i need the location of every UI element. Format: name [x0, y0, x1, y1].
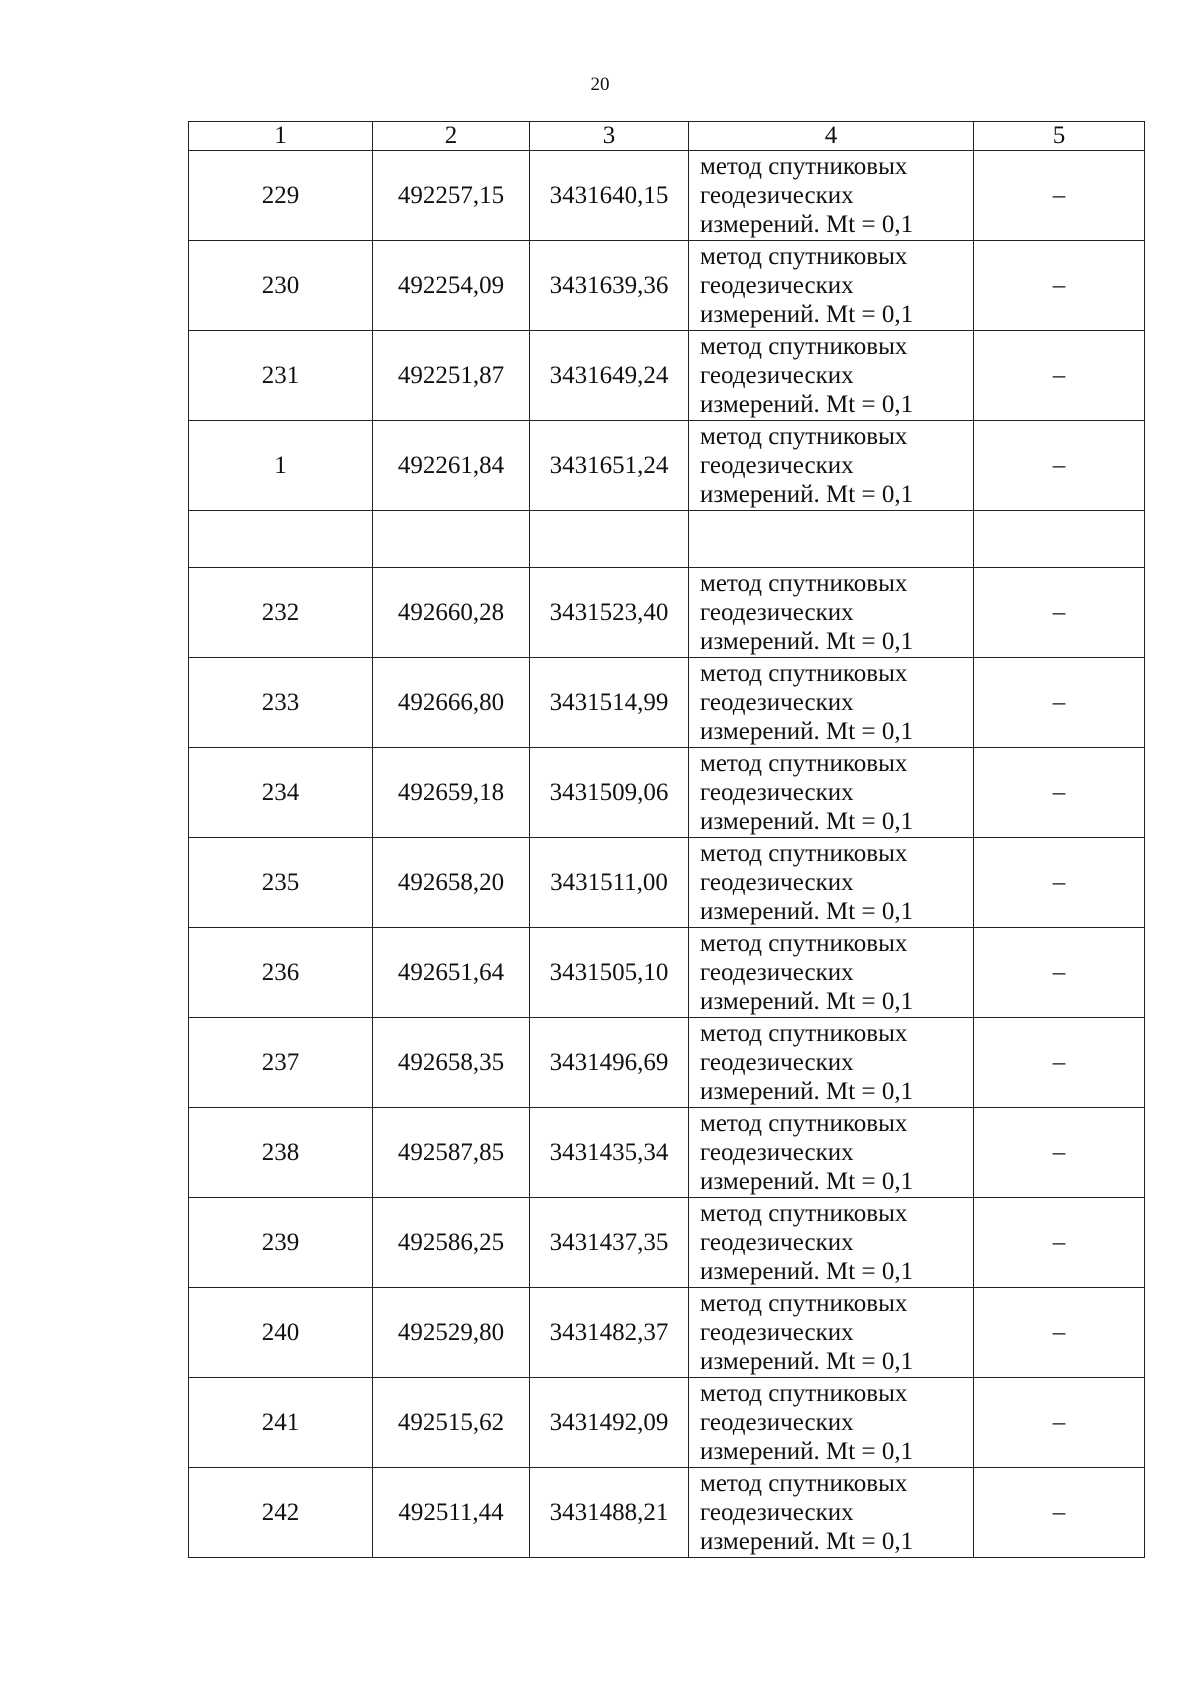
method-cell: метод спутниковых геодезических измерений. Mt = 0,1: [689, 748, 974, 838]
x-coordinate-cell: 492586,25: [373, 1198, 530, 1288]
x-coordinate-cell: 492658,35: [373, 1018, 530, 1108]
point-cell: [189, 511, 373, 568]
table-row: [189, 928, 1145, 1018]
point-cell: 231: [189, 331, 373, 421]
point-cell: 229: [189, 151, 373, 241]
note-cell: –: [974, 1468, 1145, 1558]
column-header: 2: [373, 122, 530, 151]
x-coordinate-cell: 492659,18: [373, 748, 530, 838]
y-coordinate-cell: 3431435,34: [530, 1108, 689, 1198]
method-cell: метод спутниковых геодезических измерений. Mt = 0,1: [689, 151, 974, 241]
y-coordinate-cell: 3431639,36: [530, 241, 689, 331]
method-cell: метод спутниковых геодезических измерений. Mt = 0,1: [689, 1288, 974, 1378]
method-cell: метод спутниковых геодезических измерений. Mt = 0,1: [689, 1108, 974, 1198]
note-cell: –: [974, 1288, 1145, 1378]
x-coordinate-cell: 492511,44: [373, 1468, 530, 1558]
method-cell: метод спутниковых геодезических измерений. Mt = 0,1: [689, 1468, 974, 1558]
method-cell: метод спутниковых геодезических измерений. Mt = 0,1: [689, 241, 974, 331]
point-cell: 232: [189, 568, 373, 658]
note-cell: –: [974, 1378, 1145, 1468]
y-coordinate-cell: 3431482,37: [530, 1288, 689, 1378]
method-cell: [689, 511, 974, 568]
x-coordinate-cell: 492257,15: [373, 151, 530, 241]
column-header: 4: [689, 122, 974, 151]
point-cell: 235: [189, 838, 373, 928]
table-row: [189, 1468, 1145, 1558]
method-cell: метод спутниковых геодезических измерений. Mt = 0,1: [689, 1018, 974, 1108]
point-cell: 242: [189, 1468, 373, 1558]
point-cell: 236: [189, 928, 373, 1018]
table-row: [189, 568, 1145, 658]
note-cell: –: [974, 1018, 1145, 1108]
y-coordinate-cell: 3431651,24: [530, 421, 689, 511]
y-coordinate-cell: 3431514,99: [530, 658, 689, 748]
note-cell: –: [974, 331, 1145, 421]
table-row: [189, 331, 1145, 421]
y-coordinate-cell: 3431509,06: [530, 748, 689, 838]
point-cell: 1: [189, 421, 373, 511]
page-number: 20: [590, 74, 610, 95]
coordinates-table: [188, 121, 1145, 1558]
point-cell: 230: [189, 241, 373, 331]
table-row: [189, 421, 1145, 511]
table-row: [189, 1198, 1145, 1288]
point-cell: 234: [189, 748, 373, 838]
table-row: [189, 1288, 1145, 1378]
y-coordinate-cell: 3431640,15: [530, 151, 689, 241]
table-row: [189, 1108, 1145, 1198]
x-coordinate-cell: 492254,09: [373, 241, 530, 331]
column-header: 3: [530, 122, 689, 151]
table-row: [189, 1018, 1145, 1108]
x-coordinate-cell: 492261,84: [373, 421, 530, 511]
table-row: [189, 241, 1145, 331]
method-cell: метод спутниковых геодезических измерений. Mt = 0,1: [689, 331, 974, 421]
method-cell: метод спутниковых геодезических измерений. Mt = 0,1: [689, 421, 974, 511]
note-cell: –: [974, 748, 1145, 838]
table-row-empty: [189, 511, 1145, 568]
y-coordinate-cell: 3431505,10: [530, 928, 689, 1018]
method-cell: метод спутниковых геодезических измерений. Mt = 0,1: [689, 838, 974, 928]
note-cell: –: [974, 928, 1145, 1018]
x-coordinate-cell: [373, 511, 530, 568]
x-coordinate-cell: 492529,80: [373, 1288, 530, 1378]
column-header: 5: [974, 122, 1145, 151]
x-coordinate-cell: 492660,28: [373, 568, 530, 658]
point-cell: 238: [189, 1108, 373, 1198]
method-cell: метод спутниковых геодезических измерений. Mt = 0,1: [689, 1378, 974, 1468]
y-coordinate-cell: 3431523,40: [530, 568, 689, 658]
y-coordinate-cell: 3431488,21: [530, 1468, 689, 1558]
note-cell: [974, 511, 1145, 568]
note-cell: –: [974, 568, 1145, 658]
table-row: [189, 658, 1145, 748]
y-coordinate-cell: 3431437,35: [530, 1198, 689, 1288]
point-cell: 237: [189, 1018, 373, 1108]
y-coordinate-cell: 3431649,24: [530, 331, 689, 421]
x-coordinate-cell: 492587,85: [373, 1108, 530, 1198]
note-cell: –: [974, 241, 1145, 331]
y-coordinate-cell: 3431496,69: [530, 1018, 689, 1108]
x-coordinate-cell: 492651,64: [373, 928, 530, 1018]
table-row: [189, 748, 1145, 838]
x-coordinate-cell: 492515,62: [373, 1378, 530, 1468]
point-cell: 233: [189, 658, 373, 748]
point-cell: 240: [189, 1288, 373, 1378]
method-cell: метод спутниковых геодезических измерений. Mt = 0,1: [689, 928, 974, 1018]
note-cell: –: [974, 151, 1145, 241]
note-cell: –: [974, 421, 1145, 511]
method-cell: метод спутниковых геодезических измерений. Mt = 0,1: [689, 1198, 974, 1288]
note-cell: –: [974, 838, 1145, 928]
note-cell: –: [974, 1108, 1145, 1198]
x-coordinate-cell: 492666,80: [373, 658, 530, 748]
y-coordinate-cell: 3431492,09: [530, 1378, 689, 1468]
point-cell: 239: [189, 1198, 373, 1288]
table-row: [189, 1378, 1145, 1468]
table-header-row: [189, 122, 1145, 151]
y-coordinate-cell: 3431511,00: [530, 838, 689, 928]
x-coordinate-cell: 492658,20: [373, 838, 530, 928]
y-coordinate-cell: [530, 511, 689, 568]
note-cell: –: [974, 1198, 1145, 1288]
method-cell: метод спутниковых геодезических измерений. Mt = 0,1: [689, 658, 974, 748]
table-row: [189, 151, 1145, 241]
note-cell: –: [974, 658, 1145, 748]
column-header: 1: [189, 122, 373, 151]
table-row: [189, 838, 1145, 928]
x-coordinate-cell: 492251,87: [373, 331, 530, 421]
table-body: [189, 122, 1145, 1558]
point-cell: 241: [189, 1378, 373, 1468]
method-cell: метод спутниковых геодезических измерений. Mt = 0,1: [689, 568, 974, 658]
